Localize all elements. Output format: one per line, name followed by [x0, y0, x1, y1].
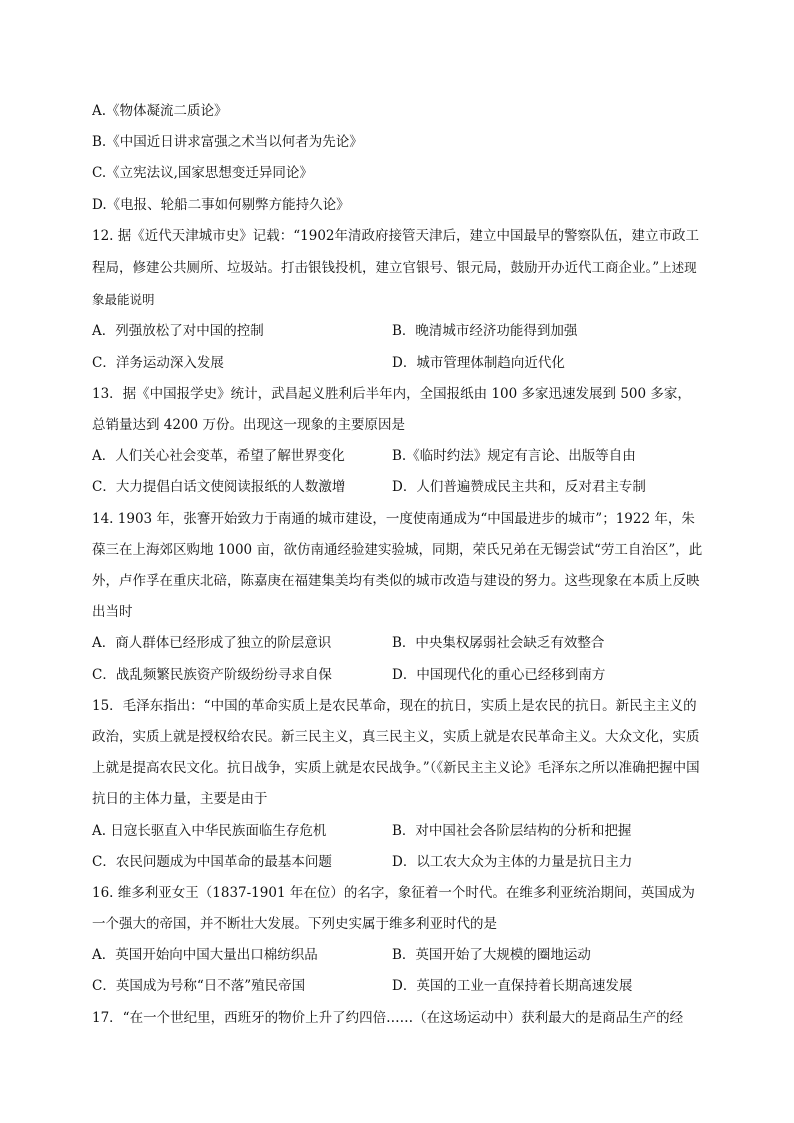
q12-options-row-2 [92, 348, 704, 379]
q14-options-row-1 [92, 628, 704, 659]
q15-stem: 15．毛泽东指出：“中国的革命实质上是农民革命，现在的抗日，实质上是农民的抗日。新民主主义的政治，实质上就是授权给农民。新三民主义，真三民主义，实质上就是农民革命主义。大众文化，实质上就是提高农民文化。抗日战争，实质上就是农民战争。”（《新民主主义论》毛泽东之所以准确把握中国抗日的主体力量，主要是由于 [92, 697, 700, 808]
q12-stem-tail: 上述现象最能说明 [92, 259, 697, 308]
q16-options-row-2 [92, 971, 704, 1002]
exam-page [92, 96, 704, 1034]
q14-option-d: D．中国现代化的重心已经移到南方 [392, 666, 606, 683]
q11-option-b: B.《中国近日讲求富强之术当以何者为先论》 [92, 134, 363, 151]
q12-option-a: A．列强放松了对中国的控制 [92, 323, 264, 340]
q16-options-row-1 [92, 940, 704, 971]
q13-option-d: D．人们普遍赞成民主共和，反对君主专制 [392, 479, 646, 496]
q11-option-c: C.《立宪法议,国家思想变迁异同论》 [92, 165, 313, 182]
q13-option-a: A．人们关心社会变革，希望了解世界变化 [92, 448, 345, 465]
q14-option-b: B．中央集权孱弱社会缺乏有效整合 [392, 635, 605, 652]
q13-options-row-2 [92, 472, 704, 503]
q12-option-c: C．洋务运动深入发展 [92, 354, 224, 371]
q13-stem: 13．据《中国报学史》统计，武昌起义胜利后半年内，全国报纸由 100 多家迅速发展到 500 多家，总销量达到 4200 万份。出现这一现象的主要原因是 [92, 385, 691, 433]
q12-option-d: D．城市管理体制趋向近代化 [392, 354, 565, 371]
q15-option-a: A. 日寇长驱直入中华民族面临生存危机 [92, 822, 327, 839]
q16-option-d: D．英国的工业一直保持着长期高速发展 [392, 978, 633, 995]
q15-options-row-1 [92, 816, 704, 847]
q13-option-b: B.《临时约法》规定有言论、出版等自由 [392, 448, 636, 465]
q13-option-c: C．大力提倡白话文使阅读报纸的人数激增 [92, 479, 346, 496]
q14-options-row-2 [92, 660, 704, 691]
q16-stem: 16. 维多利亚女王（1837-1901 年在位）的名字，象征着一个时代。在维多利亚统治期间，英国成为一个强大的帝国，并不断壮大发展。下列史实属于维多利亚时代的是 [92, 884, 695, 933]
q11-option-d: D.《电报、轮船二事如何剔弊方能持久论》 [92, 196, 350, 213]
q16-option-b: B．英国开始了大规模的圈地运动 [392, 947, 591, 964]
q16-option-c: C．英国成为号称“日不落”殖民帝国 [92, 978, 306, 995]
q14-option-c: C．战乱频繁民族资产阶级纷纷寻求自保 [92, 666, 332, 683]
q14-option-a: A．商人群体已经形成了独立的阶层意识 [92, 635, 332, 652]
q12-stem-text: 12. 据《近代天津城市史》记载：“1902年清政府接管天津后，建立中国最早的警察队伍，建立市政工程局，修建公共厕所、垃圾站。打击银钱投机，建立官银号、银元局，鼓励开办近代工商企业。” [92, 227, 700, 276]
q14-stem: 14. 1903 年，张謇开始致力于南通的城市建设，一度使南通成为“中国最进步的城市”；1922 年，朱葆三在上海郊区购地 1000 亩，欲仿南通经验建实验城，同期，荣氏兄弟在无锡尝试“劳工自治区”，此外，卢作孚在重庆北碚，陈嘉庚在福建集美均有类似的城市改造与建设的努力。这些现象在本质上反映出当时 [92, 510, 703, 621]
q12-options-row-1 [92, 316, 704, 347]
q15-option-c: C．农民问题成为中国革命的最基本问题 [92, 853, 332, 870]
q13-options-row-1 [92, 441, 704, 472]
q15-options-row-2 [92, 847, 704, 878]
q15-option-d: D．以工农大众为主体的力量是抗日主力 [392, 853, 633, 870]
q17-stem: 17．“在一个世纪里，西班牙的物价上升了约四倍……（在这场运动中）获利最大的是商品生产的经 [92, 1009, 684, 1026]
q12-stem [92, 221, 704, 317]
q12-option-b: B．晚清城市经济功能得到加强 [392, 323, 578, 340]
q16-option-a: A．英国开始向中国大量出口棉纺织品 [92, 947, 318, 964]
q15-option-b: B．对中国社会各阶层结构的分析和把握 [392, 822, 632, 839]
q11-option-a: A.《物体凝流二质论》 [92, 103, 228, 119]
